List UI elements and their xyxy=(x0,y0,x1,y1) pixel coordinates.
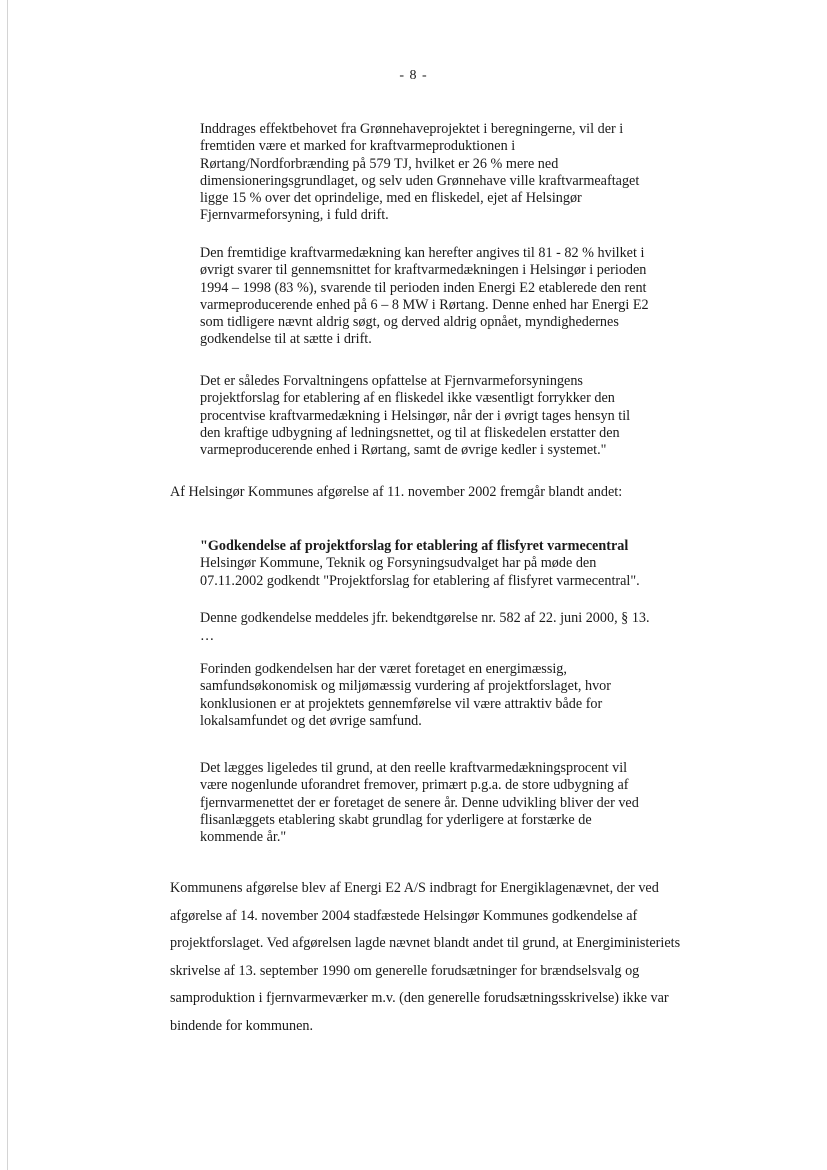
scan-edge-line xyxy=(7,0,8,1170)
text-line: projektforslaget. Ved afgørelsen lagde nævnet blandt andet til grund, at Energiministeriets xyxy=(170,935,681,952)
text-line: som tidligere nævnt aldrig søgt, og derved aldrig opnået, myndighedernes xyxy=(200,314,619,331)
text-line: kommende år." xyxy=(200,829,287,846)
text-line: Rørtang/Nordforbrænding på 579 TJ, hvilket er 26 % mere ned xyxy=(200,155,559,172)
decision-heading: "Godkendelse af projektforslag for etablering af flisfyret varmecentral xyxy=(200,538,629,554)
omission-ellipsis: … xyxy=(200,628,215,644)
quote-paragraph-1 xyxy=(200,121,720,225)
text-line: fjernvarmenettet der er foretaget de senere år. Denne udvikling bliver der ved xyxy=(200,794,639,811)
quote-paragraph-3 xyxy=(200,373,720,459)
intro-sentence: Af Helsingør Kommunes afgørelse af 11. november 2002 fremgår blandt andet: xyxy=(170,484,623,500)
decision-paragraph-1 xyxy=(200,661,720,730)
text-line: skrivelse af 13. september 1990 om generelle forudsætninger for brændselsvalg og xyxy=(170,962,640,979)
text-line: flisanlæggets etablering skabt grundlag for yderligere at forstærke de xyxy=(200,811,592,828)
text-line: lokalsamfundet og det øvrige samfund. xyxy=(200,712,422,729)
text-line: projektforslag for etablering af en fliskedel ikke væsentligt forrykker den xyxy=(200,390,615,407)
text-line: samfundsøkonomisk og miljømæssig vurdering af projektforslaget, hvor xyxy=(200,678,611,695)
text-line: Helsingør Kommune, Teknik og Forsyningsudvalget har på møde den xyxy=(200,555,597,572)
page-number: - 8 - xyxy=(399,68,428,83)
text-line: procentvise kraftvarmedækning i Helsingør, når der i øvrigt tages hensyn til xyxy=(200,407,631,424)
text-line: Forinden godkendelsen har der været foretaget en energimæssig, xyxy=(200,661,567,677)
text-line: Det er således Forvaltningens opfattelse at Fjernvarmeforsyningens xyxy=(200,373,583,389)
text-line: konklusionen er at projektets gennemførelse vil være attraktiv både for xyxy=(200,695,603,712)
text-line: ligge 15 % over det oprindelige, med en fliskedel, ejet af Helsingør xyxy=(200,190,582,207)
decision-header-block xyxy=(200,538,720,590)
decision-paragraph-2 xyxy=(200,760,720,846)
text-line: være nogenlunde uforandret fremover, primært p.g.a. de store udbygning af xyxy=(200,777,629,794)
text-line: Det lægges ligeledes til grund, at den reelle kraftvarmedækningsprocent vil xyxy=(200,760,628,776)
body-paragraph xyxy=(170,875,738,1041)
text-line: Den fremtidige kraftvarmedækning kan herefter angives til 81 - 82 % hvilket i xyxy=(200,245,645,261)
text-line: 1994 – 1998 (83 %), svarende til perioden inden Energi E2 etablerede den rent xyxy=(200,279,647,296)
quote-paragraph-2 xyxy=(200,245,720,349)
text-line: bindende for kommunen. xyxy=(170,1017,314,1034)
legal-reference: Denne godkendelse meddeles jfr. bekendtgørelse nr. 582 af 22. juni 2000, § 13. xyxy=(200,610,650,626)
text-line: 07.11.2002 godkendt "Projektforslag for etablering af flisfyret varmecentral". xyxy=(200,572,640,589)
text-line: den kraftige udbygning af ledningsnettet, og til at fliskedelen erstatter den xyxy=(200,424,620,441)
text-line: afgørelse af 14. november 2004 stadfæstede Helsingør Kommunes godkendelse af xyxy=(170,907,638,924)
text-line: godkendelse til at sætte i drift. xyxy=(200,331,372,348)
text-line: fremtiden være et marked for kraftvarmeproduktionen i xyxy=(200,138,516,155)
text-line: øvrigt svarer til gennemsnittet for kraftvarmedækningen i Helsingør i perioden xyxy=(200,262,647,279)
text-line: Inddrages effektbehovet fra Grønnehaveprojektet i beregningerne, vil der i xyxy=(200,121,624,137)
text-line: dimensioneringsgrundlaget, og selv uden Grønnehave ville kraftvarmeaftaget xyxy=(200,172,640,189)
text-line: varmeproducerende enhed på 6 – 8 MW i Rørtang. Denne enhed har Energi E2 xyxy=(200,296,649,313)
text-line: varmeproducerende enhed i Rørtang, samt de øvrige kedler i systemet." xyxy=(200,442,607,459)
text-line: Kommunens afgørelse blev af Energi E2 A/S indbragt for Energiklagenævnet, der ved xyxy=(170,880,659,896)
text-line: Fjernvarmeforsyning, i fuld drift. xyxy=(200,207,389,224)
text-line: samproduktion i fjernvarmeværker m.v. (den generelle forudsætningsskrivelse) ikke var xyxy=(170,990,669,1007)
